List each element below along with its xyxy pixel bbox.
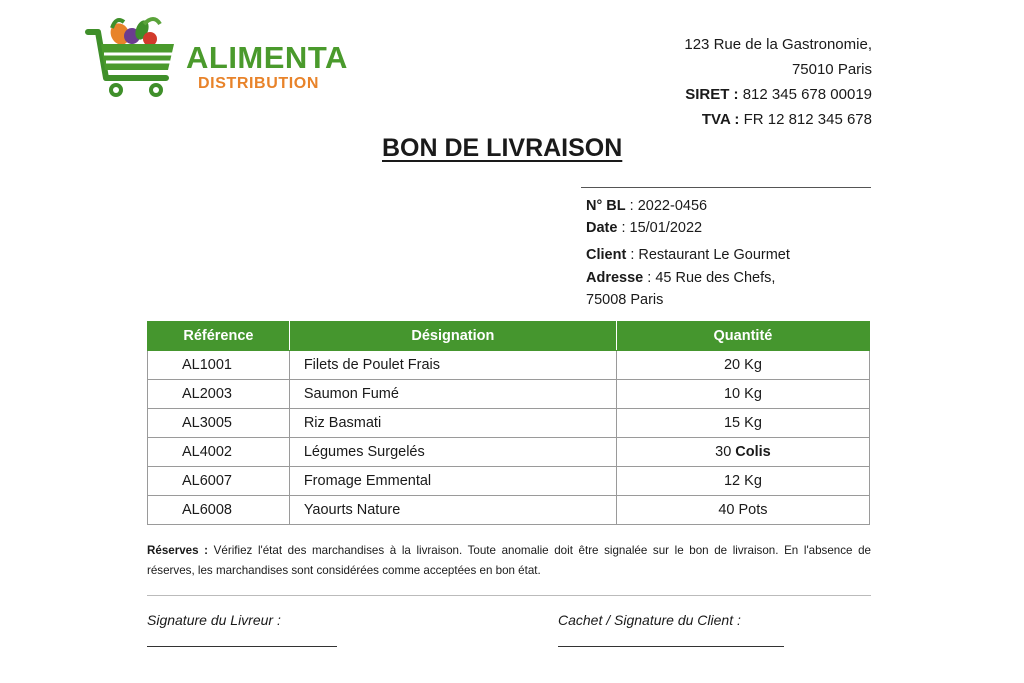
header-reference: Référence [148, 322, 290, 351]
qty-unit: Kg [744, 357, 762, 373]
signature-client-label: Cachet / Signature du Client : [558, 612, 741, 628]
cell-quantity [616, 380, 869, 409]
qty-unit: Kg [744, 473, 762, 489]
qty-number: 12 [723, 473, 741, 489]
date-value: : 15/01/2022 [621, 220, 703, 236]
tva-label: TVA : [701, 111, 740, 128]
cell-designation: Légumes Surgelés [289, 438, 616, 467]
items-table [147, 321, 870, 525]
signature-client-line [558, 646, 784, 647]
company-info [684, 32, 872, 132]
table-row [148, 409, 870, 438]
header-designation: Désignation [289, 322, 616, 351]
cell-quantity [616, 496, 869, 525]
bl-value: : 2022-0456 [629, 198, 708, 214]
signature-livreur-label: Signature du Livreur : [147, 612, 281, 628]
cell-reference: AL3005 [148, 409, 290, 438]
client-label: Client [586, 247, 627, 263]
reserves-text: Vérifiez l'état des marchandises à la livraison. Toute anomalie doit être signalée sur le bon de livraison. En l'absence de réserves, les marchandises sont considérées comme acceptées en bon état. [147, 544, 871, 577]
client-value: : Restaurant Le Gourmet [630, 247, 790, 263]
address-value: : 45 Rue des Chefs, [647, 270, 776, 286]
tva-value: FR 12 812 345 678 [743, 111, 872, 128]
cell-quantity [616, 438, 869, 467]
bl-number [586, 198, 707, 214]
cell-quantity [616, 467, 869, 496]
qty-unit: Pots [738, 502, 768, 518]
cell-designation: Riz Basmati [289, 409, 616, 438]
reserves-label: Réserves : [147, 544, 209, 557]
qty-number: 10 [723, 386, 741, 402]
table-row [148, 496, 870, 525]
cell-designation: Yaourts Nature [289, 496, 616, 525]
divider [147, 595, 871, 596]
qty-number: 30 [715, 444, 732, 460]
delivery-date [586, 220, 702, 236]
header-quantity: Quantité [616, 322, 869, 351]
table-row [148, 380, 870, 409]
qty-number: 20 [723, 357, 741, 373]
client-address-line2: 75008 Paris [586, 292, 664, 308]
client [586, 247, 790, 263]
cell-reference: AL6007 [148, 467, 290, 496]
qty-number: 15 [723, 415, 741, 431]
bl-label: N° BL [586, 198, 626, 214]
cell-reference: AL1001 [148, 351, 290, 380]
table-row [148, 438, 870, 467]
cell-quantity [616, 351, 869, 380]
logo-name: ALIMENTA [186, 40, 348, 75]
reserves-note [147, 541, 871, 581]
cell-designation: Fromage Emmental [289, 467, 616, 496]
date-label: Date [586, 220, 618, 236]
company-address-line1: 123 Rue de la Gastronomie, [684, 36, 872, 53]
cell-designation: Saumon Fumé [289, 380, 616, 409]
siret-value: 812 345 678 00019 [742, 86, 872, 103]
company-tva [684, 107, 872, 132]
qty-unit: Colis [735, 444, 771, 460]
company-siret [684, 82, 872, 107]
cell-designation: Filets de Poulet Frais [289, 351, 616, 380]
qty-number: 40 [718, 502, 735, 518]
table-row [148, 351, 870, 380]
cell-reference: AL6008 [148, 496, 290, 525]
table-header-row [148, 322, 870, 351]
siret-label: SIRET : [685, 86, 739, 103]
cell-reference: AL4002 [148, 438, 290, 467]
divider [581, 187, 871, 188]
document-title: BON DE LIVRAISON [382, 134, 623, 162]
shopping-cart-icon [84, 12, 188, 104]
logo-subtitle: DISTRIBUTION [198, 75, 319, 92]
company-logo [84, 12, 348, 104]
qty-unit: Kg [744, 415, 762, 431]
table-row [148, 467, 870, 496]
address-label: Adresse [586, 270, 644, 286]
qty-unit: Kg [744, 386, 762, 402]
cell-reference: AL2003 [148, 380, 290, 409]
client-address [586, 270, 775, 286]
signature-livreur-line [147, 646, 337, 647]
company-address-line2: 75010 Paris [791, 61, 872, 78]
cell-quantity [616, 409, 869, 438]
